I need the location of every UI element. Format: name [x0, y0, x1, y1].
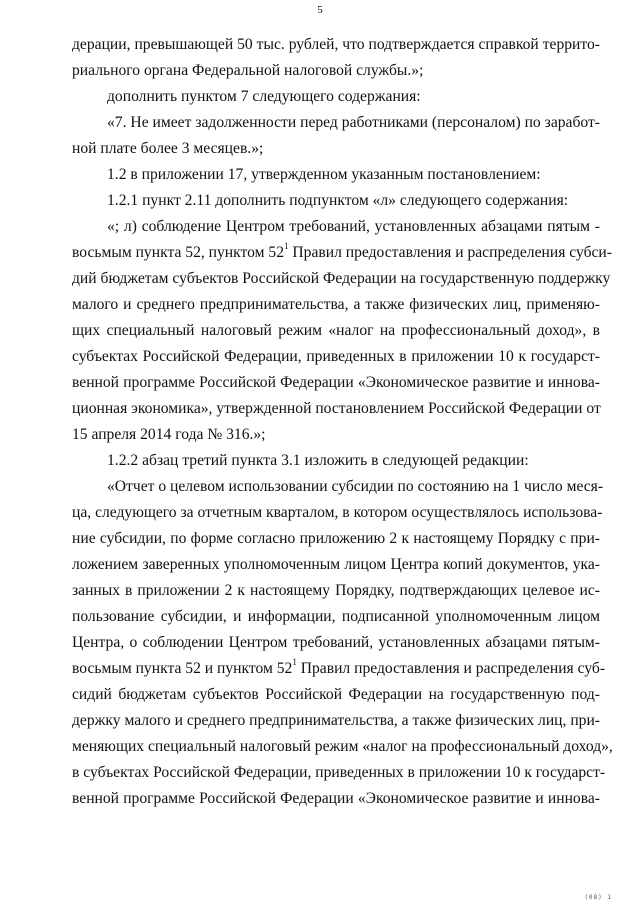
- text-line-continuation: Правил предоставления и распределения суб-: [296, 660, 606, 677]
- text-line-content: ложением заверенных уполномоченным лицом Центра копий документов, ука-: [72, 556, 600, 573]
- text-line-content: ной плате более 3 месяцев.»;: [72, 140, 264, 157]
- text-line: [72, 292, 600, 318]
- text-line-content: 1.2.1 пункт 2.11 дополнить подпунктом «л» следующего содержания:: [107, 192, 569, 209]
- text-line-content: «Отчет о целевом использовании субсидии по состоянию на 1 число меся-: [107, 478, 604, 495]
- text-line-content: ние субсидии, по форме согласно приложению 2 к настоящему Порядку с при-: [72, 530, 600, 547]
- text-line: [72, 682, 600, 708]
- text-line-content: ционная экономика», утвержденной постановлением Российской Федерации от: [72, 400, 601, 417]
- text-line: [72, 500, 603, 526]
- text-line: [72, 344, 600, 370]
- text-line-continuation: Правил предоставления и распределения субси-: [288, 244, 612, 261]
- text-line: [72, 266, 611, 292]
- text-line: [72, 630, 600, 656]
- text-line-content: занных в приложении 2 к настоящему Порядку, подтверждающих целевое ис-: [72, 582, 600, 599]
- text-line: [72, 318, 600, 344]
- text-line: [72, 110, 600, 136]
- text-line: [72, 604, 600, 630]
- text-line-content: 15 апреля 2014 года № 316.»;: [72, 426, 266, 443]
- footer-mark: (08) 1: [584, 894, 612, 901]
- text-line: [72, 84, 600, 110]
- text-line: [72, 448, 600, 474]
- text-line-content: дополнить пунктом 7 следующего содержания:: [107, 88, 421, 105]
- text-line-content: риального органа Федеральной налоговой службы.»;: [72, 62, 424, 79]
- text-line: [72, 552, 600, 578]
- text-line-content: «7. Не имеет задолженности перед работниками (персоналом) по заработ-: [107, 114, 600, 131]
- text-line-content: Центра, о соблюдении Центром требований, установленных абзацами пятым-: [72, 634, 600, 651]
- text-line-content: пользование субсидии, и информации, подписанной уполномоченным лицом: [72, 608, 600, 625]
- text-line-content: восьмым пункта 52 и пунктом 52: [72, 660, 293, 677]
- text-line: [72, 526, 600, 552]
- text-line-content: венной программе Российской Федерации «Экономическое развитие и иннова-: [72, 790, 600, 807]
- superscript: 1: [292, 656, 297, 667]
- text-line: [72, 370, 600, 396]
- superscript: 1: [284, 240, 289, 251]
- text-line-content: восьмым пункта 52, пунктом 52: [72, 244, 284, 261]
- text-line-content: меняющих специальный налоговый режим «налог на профессиональный доход»,: [72, 738, 613, 755]
- text-line-content: щих специальный налоговый режим «налог на профессиональный доход», в: [72, 322, 600, 339]
- page-number: 5: [317, 4, 323, 16]
- text-line-content: дерации, превышающей 50 тыс. рублей, что подтверждается справкой террито-: [72, 36, 600, 53]
- text-line: [72, 240, 612, 266]
- text-line-content: ца, следующего за отчетным кварталом, в котором осуществлялось использова-: [72, 504, 603, 521]
- text-line-content: малого и среднего предпринимательства, а также физических лиц, применяю-: [72, 296, 600, 313]
- text-line: [72, 396, 600, 422]
- text-line-content: субъектах Российской Федерации, приведенных в приложении 10 к государст-: [72, 348, 600, 365]
- text-line-content: дий бюджетам субъектов Российской Федерации на государственную поддержку: [72, 270, 611, 287]
- text-line-content: 1.2 в приложении 17, утвержденном указанным постановлением:: [107, 166, 541, 183]
- text-line: [72, 214, 600, 240]
- text-line-content: венной программе Российской Федерации «Экономическое развитие и иннова-: [72, 374, 600, 391]
- text-line: [72, 188, 600, 214]
- text-line: [72, 474, 604, 500]
- text-line: [72, 136, 600, 162]
- text-line: [72, 786, 600, 812]
- text-line: [72, 708, 600, 734]
- text-line: [72, 578, 600, 604]
- text-line: [72, 760, 606, 786]
- text-line-content: в субъектах Российской Федерации, приведенных в приложении 10 к государст-: [72, 764, 606, 781]
- text-line: [72, 734, 613, 760]
- text-line-content: держку малого и среднего предпринимательства, а также физических лиц, при-: [72, 712, 600, 729]
- text-line-content: 1.2.2 абзац третий пункта 3.1 изложить в следующей редакции:: [107, 452, 529, 469]
- document-body: [72, 32, 613, 812]
- text-line-content: сидий бюджетам субъектов Российской Федерации на государственную под-: [72, 686, 600, 703]
- text-line: [72, 422, 600, 448]
- text-line: [72, 656, 606, 682]
- text-line: [72, 32, 600, 58]
- text-line: [72, 162, 600, 188]
- text-line: [72, 58, 600, 84]
- text-line-content: «; л) соблюдение Центром требований, установленных абзацами пятым -: [107, 218, 600, 235]
